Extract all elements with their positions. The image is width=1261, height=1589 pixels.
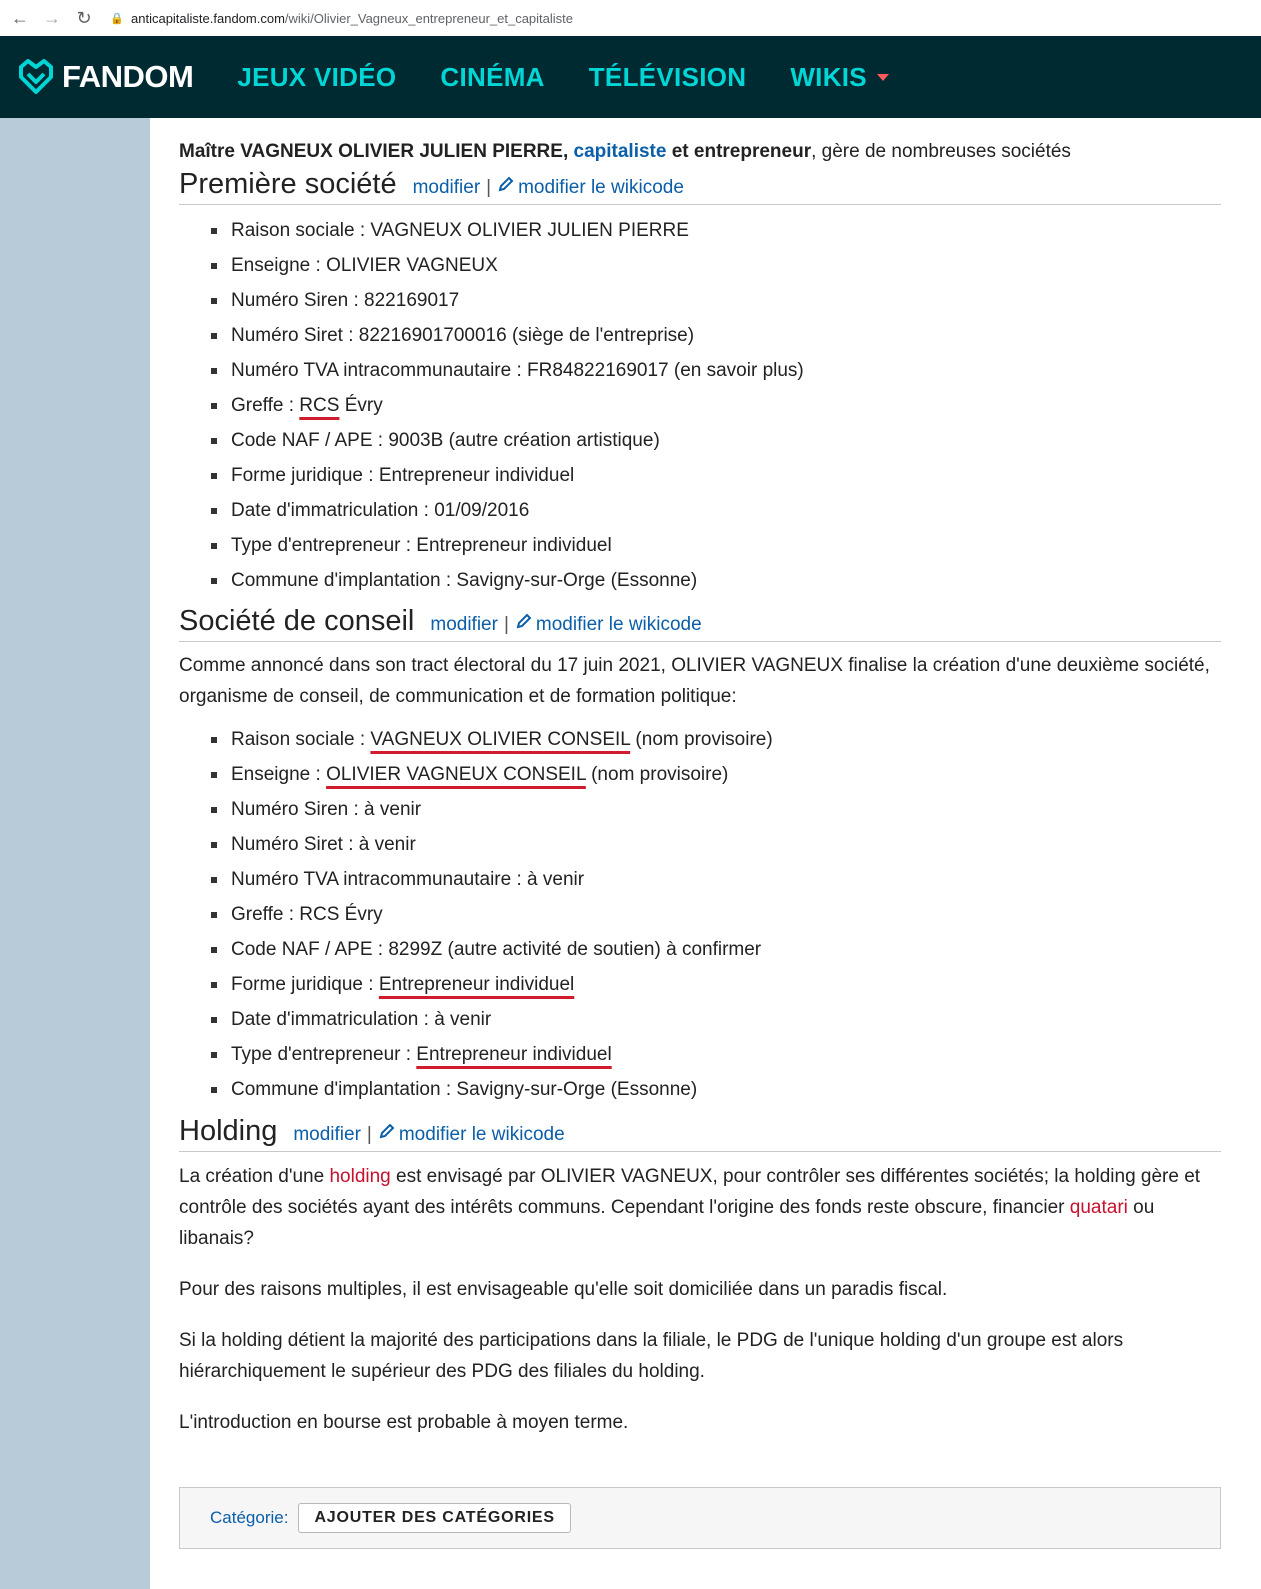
forme-label: Forme juridique :: [231, 974, 379, 995]
intro-bold-rest: et entrepreneur: [671, 141, 812, 162]
modifier-wikicode-link[interactable]: modifier le wikicode: [535, 614, 702, 635]
enseigne-value-underlined: OLIVIER VAGNEUX CONSEIL: [326, 764, 586, 785]
nav-television[interactable]: TÉLÉVISION: [588, 61, 747, 92]
url-host: anticapitaliste.fandom.com: [131, 10, 285, 26]
modifier-link[interactable]: modifier: [430, 614, 498, 635]
browser-toolbar: [0, 0, 1261, 37]
section-heading-premiere-societe: [179, 168, 1221, 205]
holding-paragraph-3: Si la holding détient la majorité des participations dans la filiale, le PDG de l'unique holding d'un groupe est alors hiérarchiquement le supérieur des PDG des filiales du holding.: [179, 1330, 1124, 1382]
premiere-societe-list: [179, 213, 1221, 598]
list-item: Code NAF / APE : 8299Z (autre activité de soutien) à confirmer: [179, 932, 1221, 967]
list-item: Commune d'implantation : Savigny-sur-Orge (Essonne): [179, 563, 1221, 598]
reload-icon[interactable]: ↻: [76, 7, 92, 28]
nav-wikis[interactable]: [790, 62, 889, 93]
list-item-raison: [179, 722, 1221, 757]
section-heading-societe-conseil: [179, 605, 1221, 642]
raison-note: (nom provisoire): [630, 729, 773, 750]
pencil-icon: [378, 1122, 396, 1140]
main-nav: [237, 62, 933, 93]
back-arrow-icon[interactable]: ←: [11, 7, 29, 28]
caret-down-icon: [877, 74, 889, 81]
forme-value-underlined: Entrepreneur individuel: [378, 974, 575, 995]
text-run: La création d'une: [179, 1166, 330, 1187]
nav-jeux-video[interactable]: JEUX VIDÉO: [237, 61, 397, 92]
fandom-logo[interactable]: [16, 57, 193, 97]
lock-icon: 🔒: [110, 13, 124, 25]
list-item: Numéro TVA intracommunautaire : à venir: [179, 862, 1221, 897]
societe-conseil-list: [179, 722, 1221, 1107]
greffe-city: Évry: [339, 395, 383, 416]
section-heading-holding: [179, 1115, 1221, 1152]
list-item: Numéro Siret : à venir: [179, 827, 1221, 862]
list-item-enseigne: [179, 757, 1221, 792]
list-item-greffe: [179, 388, 1221, 423]
intro-rest: , gère de nombreuses sociétés: [811, 141, 1071, 162]
list-item: Forme juridique : Entrepreneur individuel: [179, 458, 1221, 493]
separator: |: [503, 614, 509, 635]
list-item: Numéro Siren : à venir: [179, 792, 1221, 827]
list-item: Type d'entrepreneur : Entrepreneur individuel: [179, 528, 1221, 563]
category-label[interactable]: Catégorie:: [210, 1508, 289, 1527]
societe-conseil-intro: Comme annoncé dans son tract électoral du 17 juin 2021, OLIVIER VAGNEUX finalise la création d'une deuxième société, organisme de conseil, de communication et de formation politique:: [179, 655, 1210, 707]
text-run: est envisagé par OLIVIER VAGNEUX, pour contrôler ses différentes sociétés; la holding gère et contrôle des sociétés ayant des intérêts communs. Cependant l'origine des fonds reste obscure, financier: [179, 1166, 1201, 1218]
modifier-link[interactable]: modifier: [412, 177, 481, 198]
list-item: Numéro Siret : 82216901700016 (siège de l'entreprise): [179, 318, 1221, 353]
intro-name: Maître VAGNEUX OLIVIER JULIEN PIERRE,: [179, 141, 569, 162]
holding-paragraph-4: L'introduction en bourse est probable à moyen terme.: [179, 1412, 629, 1433]
site-header: [0, 36, 1261, 118]
edit-links: [413, 175, 684, 199]
list-item-type: [179, 1037, 1221, 1072]
modifier-link[interactable]: modifier: [293, 1124, 361, 1145]
type-label: Type d'entrepreneur :: [231, 1044, 417, 1065]
pencil-icon: [497, 175, 515, 193]
pencil-icon: [515, 612, 533, 630]
raison-label: Raison sociale :: [231, 729, 371, 750]
list-item-forme: [179, 967, 1221, 1002]
text-run: ou libanais?: [179, 1197, 1155, 1249]
holding-paragraph-2: Pour des raisons multiples, il est envisageable qu'elle soit domiciliée dans un paradis fiscal.: [179, 1279, 948, 1300]
forward-arrow-icon[interactable]: →: [43, 7, 61, 28]
article-content: [179, 118, 1221, 1527]
article-intro: [179, 139, 1221, 165]
quatari-link[interactable]: quatari: [1069, 1197, 1128, 1218]
type-value-underlined: Entrepreneur individuel: [416, 1044, 612, 1065]
separator: |: [366, 1124, 372, 1145]
raison-value-underlined: VAGNEUX OLIVIER CONSEIL: [370, 729, 631, 750]
holding-link[interactable]: holding: [329, 1166, 391, 1187]
list-item: Numéro TVA intracommunautaire : FR84822169017 (en savoir plus): [179, 353, 1221, 388]
list-item: Date d'immatriculation : à venir: [179, 1002, 1221, 1037]
list-item: Date d'immatriculation : 01/09/2016: [179, 493, 1221, 528]
nav-cinema[interactable]: CINÉMA: [440, 61, 545, 92]
enseigne-note: (nom provisoire): [585, 764, 729, 785]
enseigne-label: Enseigne :: [231, 764, 327, 785]
list-item: Code NAF / APE : 9003B (autre création artistique): [179, 423, 1221, 458]
address-bar[interactable]: [110, 11, 573, 26]
fandom-heart-icon: [16, 57, 56, 97]
capitaliste-link[interactable]: capitaliste: [573, 141, 667, 162]
holding-paragraph-1: [179, 1161, 1221, 1254]
rcs-underlined: RCS: [299, 395, 340, 416]
edit-links: [293, 1122, 564, 1146]
list-item: Greffe : RCS Évry: [179, 897, 1221, 932]
list-item: Commune d'implantation : Savigny-sur-Orge (Essonne): [179, 1072, 1221, 1107]
nav-wikis-label: WIKIS: [790, 61, 867, 92]
list-item: Numéro Siren : 822169017: [179, 283, 1221, 318]
url-path: /wiki/Olivier_Vagneux_entrepreneur_et_capitaliste: [284, 10, 574, 26]
fandom-logo-text: FANDOM: [62, 59, 194, 94]
separator: |: [486, 177, 492, 198]
list-item: Enseigne : OLIVIER VAGNEUX: [179, 248, 1221, 283]
modifier-wikicode-link[interactable]: modifier le wikicode: [398, 1124, 565, 1145]
section-title: Première société: [179, 168, 397, 200]
list-item: Raison sociale : VAGNEUX OLIVIER JULIEN PIERRE: [179, 213, 1221, 248]
edit-links: [430, 612, 701, 636]
add-categories-button[interactable]: AJOUTER DES CATÉGORIES: [298, 1503, 570, 1533]
modifier-wikicode-link[interactable]: modifier le wikicode: [518, 177, 684, 198]
left-rail: [0, 118, 150, 1589]
section-title: Société de conseil: [179, 605, 415, 637]
category-box: [179, 1487, 1221, 1549]
section-title: Holding: [179, 1115, 278, 1147]
greffe-label: Greffe :: [231, 395, 300, 416]
